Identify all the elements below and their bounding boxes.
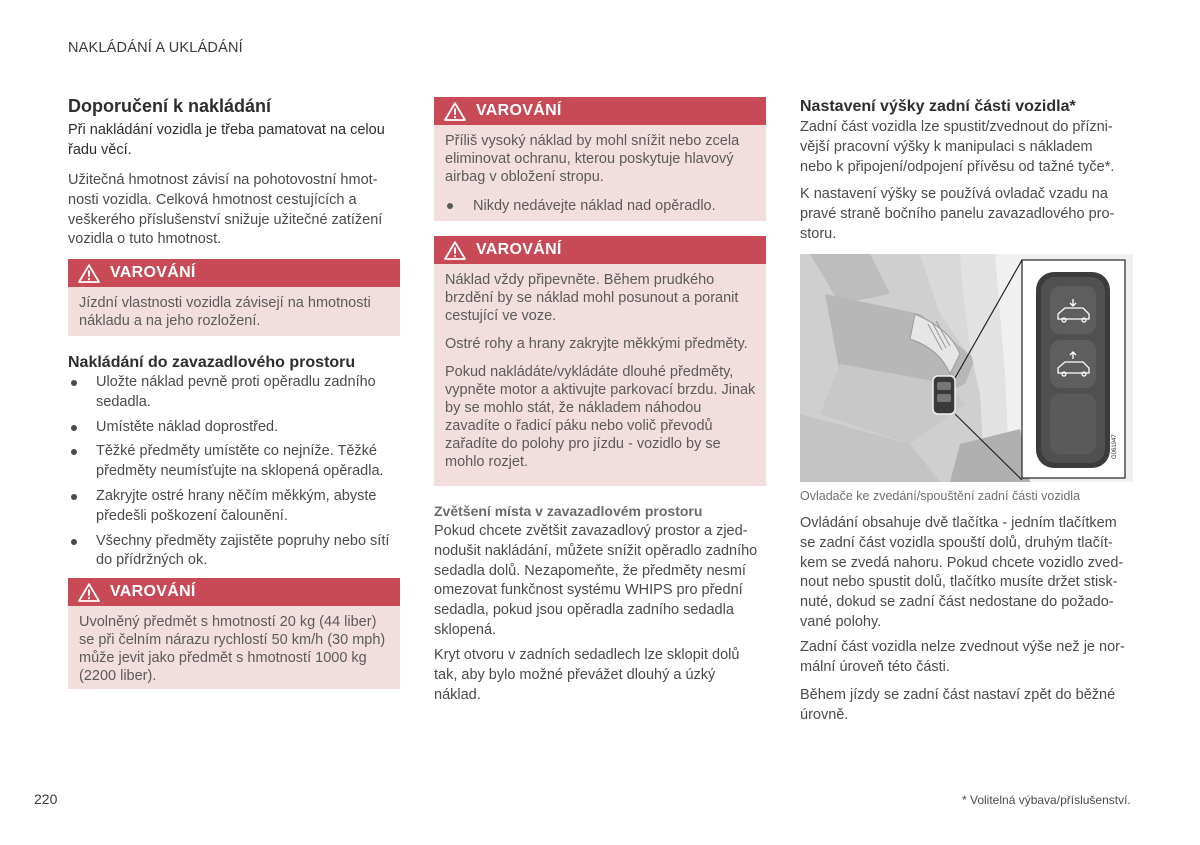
paragraph: Během jízdy se zadní část nastaví zpět do běžné úrovně. (800, 687, 1116, 723)
warning-header (68, 259, 400, 287)
warning-title: VAROVÁNÍ (110, 264, 196, 281)
footnote: * Volitelná výbava/příslušenství. (962, 793, 1131, 807)
warning-triangle-icon (444, 102, 466, 121)
warning-title: VAROVÁNÍ (476, 102, 562, 119)
subsection-title: Zvětšení místa v zavazadlovém prostoru (434, 503, 703, 519)
figure-code: G061947 (1112, 434, 1118, 459)
paragraph: Ovládání obsahuje dvě tlačítka - jedním tlačítkem se zadní část vozidla spouští dolů, druhým tlačítkem se zvedá nahoru. Pokud chcete vozidlo zvednout nebo spustit dolů, tlačítko musíte držet stisknuté, dokud se zadní část nedostane do požadované polohy. (800, 515, 1124, 630)
warning-triangle-icon (444, 241, 466, 260)
lead-paragraph: Při nakládání vozidla je třeba pamatovat na celou řadu věcí. (68, 122, 385, 158)
warning-box-1 (68, 259, 400, 336)
figure-caption: Ovladače ke zvedání/spouštění zadní části vozidla (800, 489, 1081, 503)
warning-title: VAROVÁNÍ (110, 583, 196, 600)
warning-header (68, 578, 400, 606)
list-item: Uložte náklad pevně proti opěradlu zadního sedadla. (68, 373, 400, 413)
warning-text: Ostré rohy a hrany zakryjte měkkými předměty. (445, 336, 748, 352)
page-number: 220 (34, 791, 58, 807)
paragraph: Zadní část vozidla lze spustit/zvednout do příznivější pracovní výšky k manipulaci s nákladem nebo k připojení/odpojení přívěsu od tažné tyče*. (800, 119, 1115, 175)
paragraph: Pokud chcete zvětšit zavazadlový prostor a zjednodušit nakládání, můžete snížit opěradlo zadního sedadla dolů. Nezapomeňte, že předměty nesmí omezovat funkčnost systému WHIPS pro přední sedadla, pokud jsou opěradla zadního sedadla sklopená. (434, 523, 758, 638)
warning-title: VAROVÁNÍ (476, 241, 562, 258)
list-item: Těžké předměty umístěte co nejníže. Těžké předměty neumísťujte na sklopená opěradla. (68, 442, 400, 482)
warning-text: Uvolněný předmět s hmotností 20 kg (44 liber) se při čelním nárazu rychlostí 50 km/h (30 mph) může jevit jako předmět s hmotností 1000 kg (2200 liber). (79, 614, 386, 684)
warning-text: Náklad vždy připevněte. Během prudkého brzdění by se náklad mohl posunout a poranit cestující ve voze. (445, 272, 739, 324)
list-item: Zakryjte ostré hrany něčím měkkým, abyste předešli poškození čalounění. (68, 487, 400, 527)
warning-text: Příliš vysoký náklad by mohl snížit nebo zcela eliminovat ochranu, kterou poskytuje hlavový airbag v obložení stropu. (445, 133, 740, 185)
warning-text: Pokud nakládáte/vykládáte dlouhé předměty, vypněte motor a aktivujte parkovací brzdu. Jinak by se mohlo stát, že nákladem náhodou zavadíte o řadicí páku nebo volič převodů zařadíte do polohy pro jízdu - vozidlo by se mohlo rozjet. (445, 364, 756, 470)
bullet-list (68, 373, 400, 571)
warning-box-3 (434, 97, 766, 221)
section-title: Doporučení k nakládání (68, 96, 272, 116)
subsection-title: Nakládání do zavazadlového prostoru (68, 354, 356, 371)
warning-bullet: Nikdy nedávejte náklad nad opěradlo. (445, 197, 756, 215)
warning-header (434, 236, 766, 264)
illustration-rear-height-controls (800, 254, 1133, 482)
paragraph-payload: Užitečná hmotnost závisí na pohotovostní hmotnosti vozidla. Celková hmotnost cestujících a veškerého příslušenství snižuje užitečné zatížení vozidla o tuto hmotnost. (68, 172, 383, 248)
warning-text: Jízdní vlastnosti vozidla závisejí na hmotnosti nákladu a na jeho rozložení. (79, 295, 371, 329)
section-title: Nastavení výšky zadní části vozidla* (800, 98, 1076, 115)
list-item: Umístěte náklad doprostřed. (68, 418, 400, 438)
paragraph: K nastavení výšky se používá ovladač vzadu na pravé straně bočního panelu zavazadlového prostoru. (800, 186, 1115, 242)
warning-triangle-icon (78, 264, 100, 283)
list-item: Všechny předměty zajistěte popruhy nebo sítí do přídržných ok. (68, 532, 400, 572)
warning-header (434, 97, 766, 125)
paragraph: Zadní část vozidla nelze zvednout výše než je normální úroveň této části. (800, 639, 1125, 675)
running-header: NAKLÁDÁNÍ A UKLÁDÁNÍ (68, 40, 243, 56)
warning-triangle-icon (78, 583, 100, 602)
trunk-illustration (800, 254, 1133, 482)
warning-box-2 (68, 578, 400, 689)
paragraph: Kryt otvoru v zadních sedadlech lze sklopit dolů tak, aby bylo možné převážet dlouhý a úzký náklad. (434, 647, 740, 703)
warning-box-4 (434, 236, 766, 486)
